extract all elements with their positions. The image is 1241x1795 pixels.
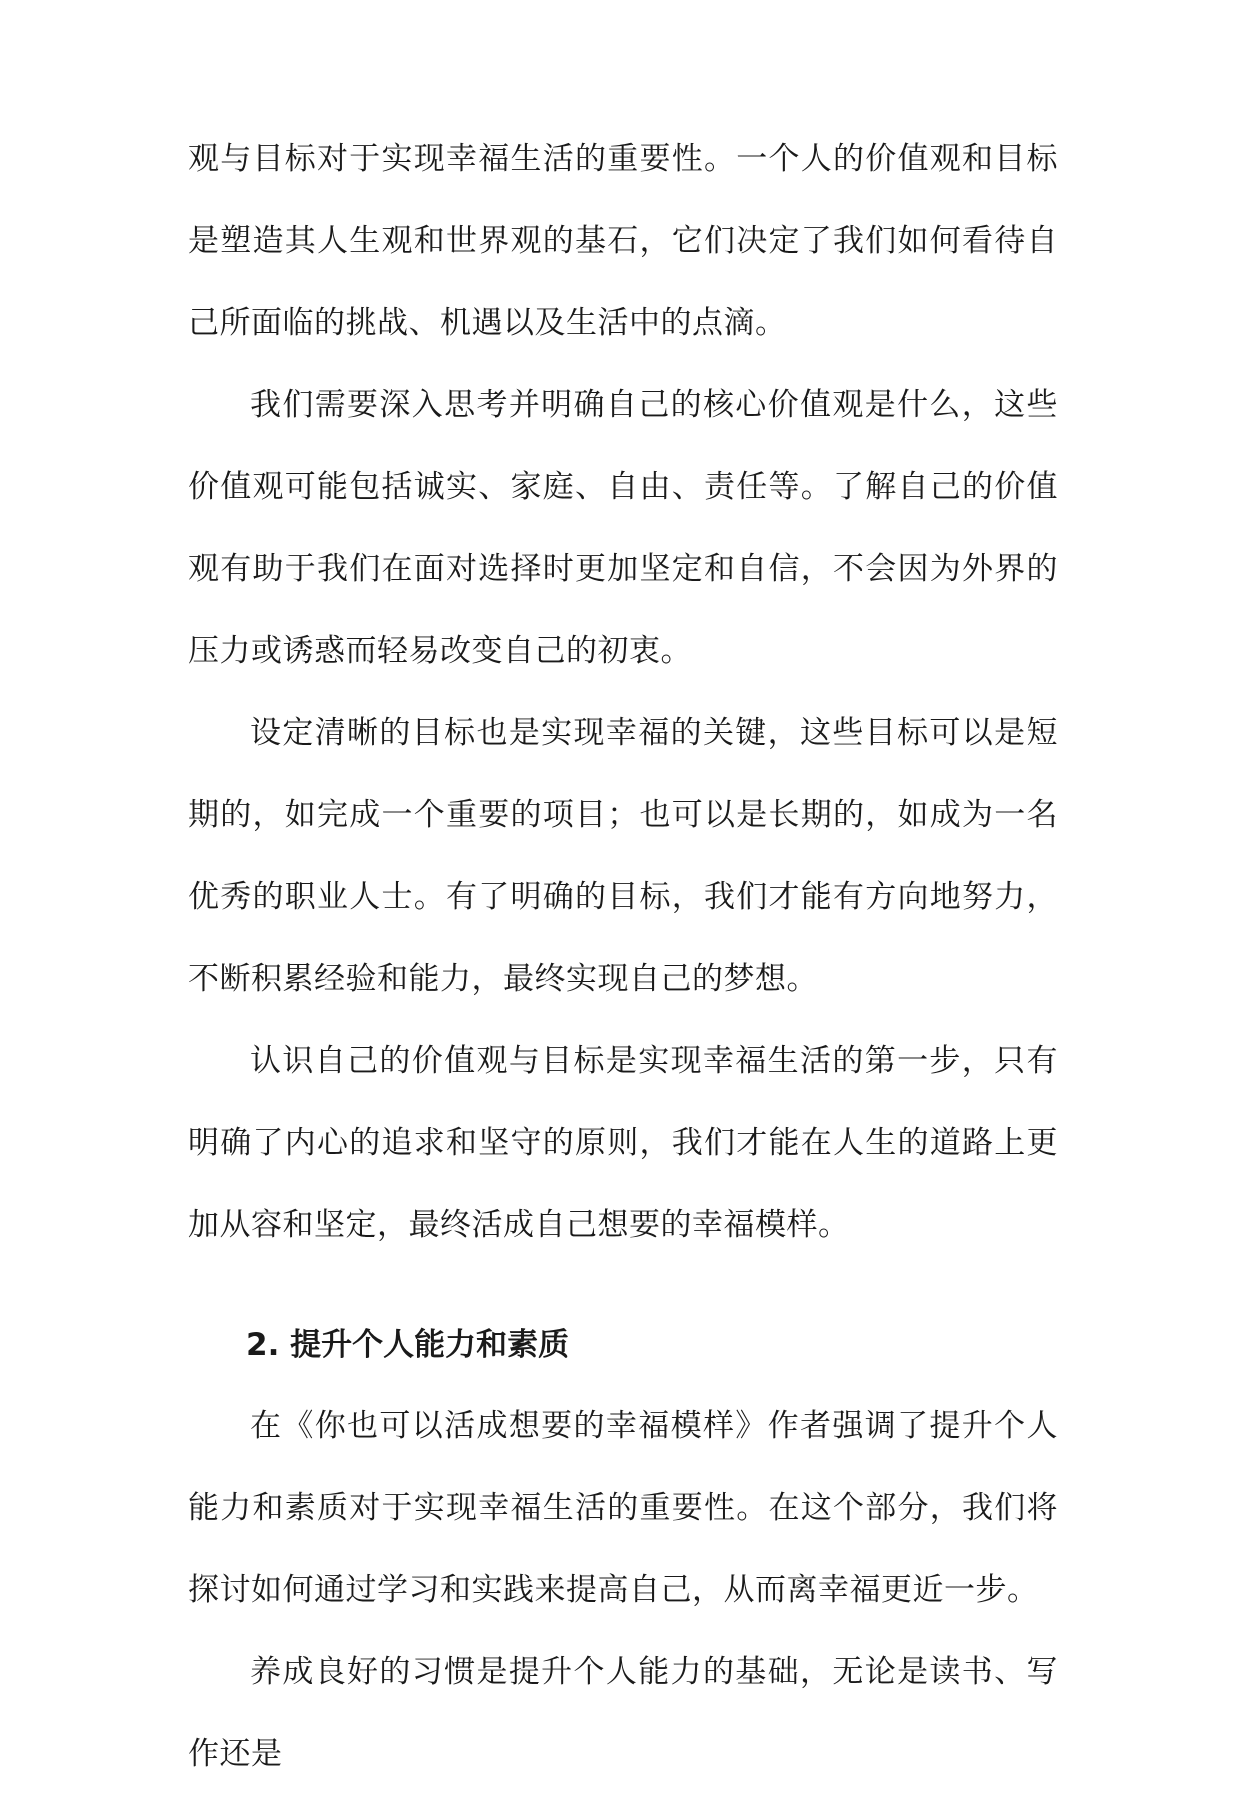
- section-heading: 2. 提升个人能力和素质: [246, 1327, 570, 1363]
- paragraph-goals: 设定清晰的目标也是实现幸福的关键，这些目标可以是短期的，如完成一个重要的项目；也可以是长期的，如成为一名优秀的职业人士。有了明确的目标，我们才能有方向地努力，不断积累经验和能力，最终实现自己的梦想。: [188, 715, 1058, 997]
- paragraph-continuation: 观与目标对于实现幸福生活的重要性。一个人的价值观和目标是塑造其人生观和世界观的基石，它们决定了我们如何看待自己所面临的挑战、机遇以及生活中的点滴。: [188, 141, 1058, 341]
- paragraph-core-values: 我们需要深入思考并明确自己的核心价值观是什么，这些价值观可能包括诚实、家庭、自由、责任等。了解自己的价值观有助于我们在面对选择时更加坚定和自信，不会因为外界的压力或诱惑而轻易改变自己的初衷。: [188, 387, 1058, 669]
- paragraph-first-step: 认识自己的价值观与目标是实现幸福生活的第一步，只有明确了内心的追求和坚守的原则，我们才能在人生的道路上更加从容和坚定，最终活成自己想要的幸福模样。: [188, 1043, 1058, 1243]
- paragraph-ability-intro: 在《你也可以活成想要的幸福模样》作者强调了提升个人能力和素质对于实现幸福生活的重要性。在这个部分，我们将探讨如何通过学习和实践来提高自己，从而离幸福更近一步。: [188, 1408, 1058, 1608]
- paragraph-habits: 养成良好的习惯是提升个人能力的基础，无论是读书、写作还是: [188, 1654, 1058, 1772]
